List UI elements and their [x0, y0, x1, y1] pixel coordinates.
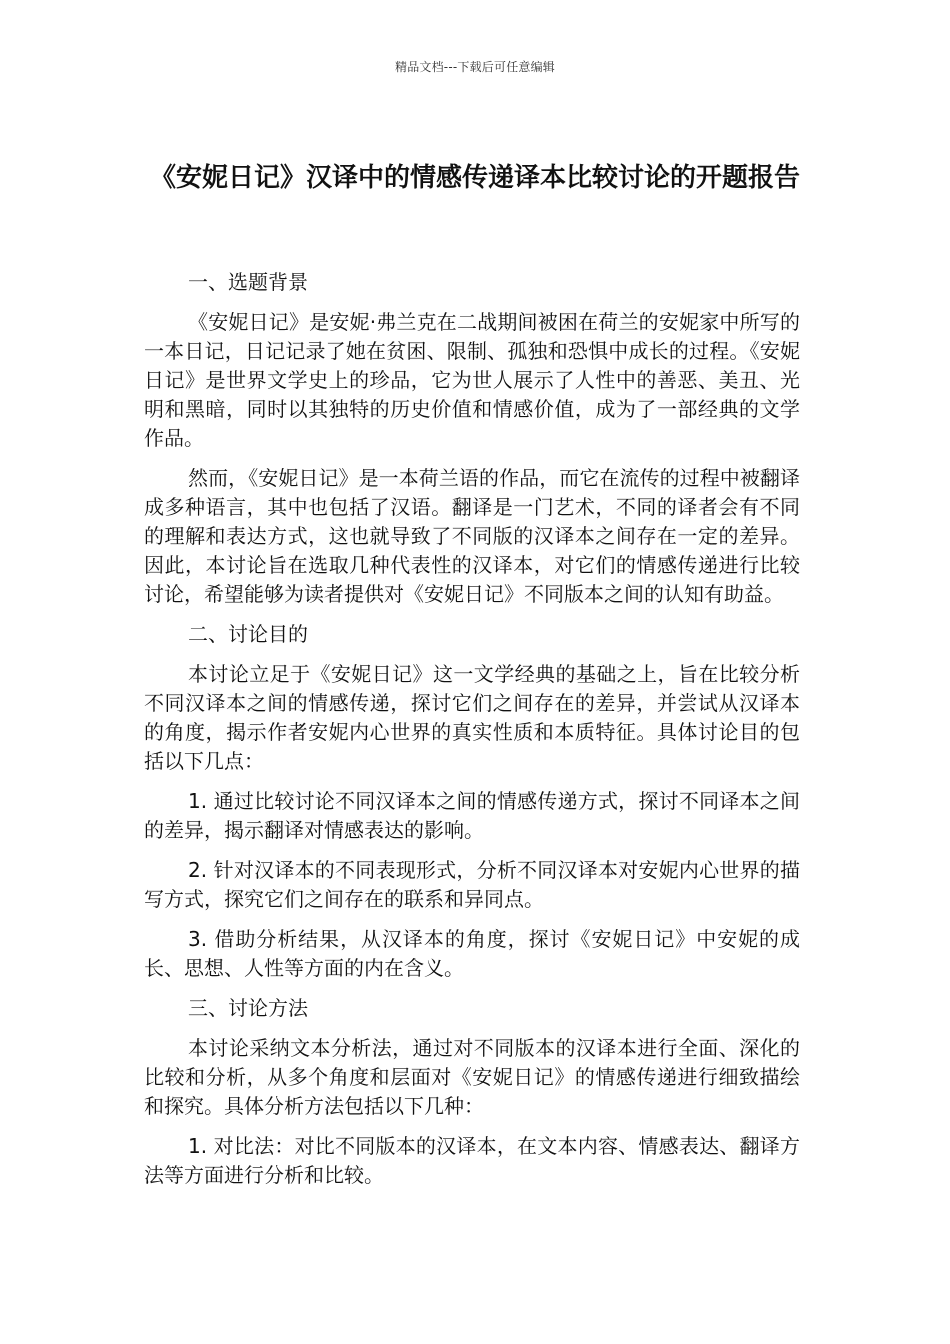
- list-item: 2. 针对汉译本的不同表现形式，分析不同汉译本对安妮内心世界的描写方式，探究它们之间存在的联系和异同点。: [144, 858, 800, 911]
- document-body: [144, 268, 800, 1201]
- section-heading-purpose: 二、讨论目的: [188, 622, 308, 646]
- page-header-watermark: 精品文档---下载后可任意编辑: [395, 60, 555, 74]
- document-title: 《安妮日记》汉译中的情感传递译本比较讨论的开题报告: [149, 163, 800, 194]
- paragraph: 本讨论采纳文本分析法，通过对不同版本的汉译本进行全面、深化的比较和分析，从多个角度和层面对《安妮日记》的情感传递进行细致描绘和探究。具体分析方法包括以下几种：: [144, 1036, 800, 1118]
- paragraph: 然而，《安妮日记》是一本荷兰语的作品，而它在流传的过程中被翻译成多种语言，其中也包括了汉语。翻译是一门艺术，不同的译者会有不同的理解和表达方式，这也就导致了不同版的汉译本之间存在一定的差异。因此，本讨论旨在选取几种代表性的汉译本，对它们的情感传递进行比较讨论，希望能够为读者提供对《安妮日记》不同版本之间的认知有助益。: [144, 466, 800, 606]
- section-heading-background: 一、选题背景: [188, 270, 308, 294]
- list-item: 1. 通过比较讨论不同汉译本之间的情感传递方式，探讨不同译本之间的差异，揭示翻译对情感表达的影响。: [144, 789, 800, 842]
- paragraph: 《安妮日记》是安妮·弗兰克在二战期间被困在荷兰的安妮家中所写的一本日记，日记记录了她在贫困、限制、孤独和恐惧中成长的过程。《安妮日记》是世界文学史上的珍品，它为世人展示了人性中的善恶、美丑、光明和黑暗，同时以其独特的历史价值和情感价值，成为了一部经典的文学作品。: [144, 310, 800, 450]
- list-item: 3. 借助分析结果，从汉译本的角度，探讨《安妮日记》中安妮的成长、思想、人性等方面的内在含义。: [144, 927, 800, 980]
- section-heading-method: 三、讨论方法: [188, 996, 308, 1020]
- paragraph: 本讨论立足于《安妮日记》这一文学经典的基础之上，旨在比较分析不同汉译本之间的情感传递，探讨它们之间存在的差异，并尝试从汉译本的角度，揭示作者安妮内心世界的真实性质和本质特征。具体讨论目的包括以下几点：: [144, 662, 800, 773]
- list-item: 1. 对比法：对比不同版本的汉译本，在文本内容、情感表达、翻译方法等方面进行分析和比较。: [144, 1134, 800, 1187]
